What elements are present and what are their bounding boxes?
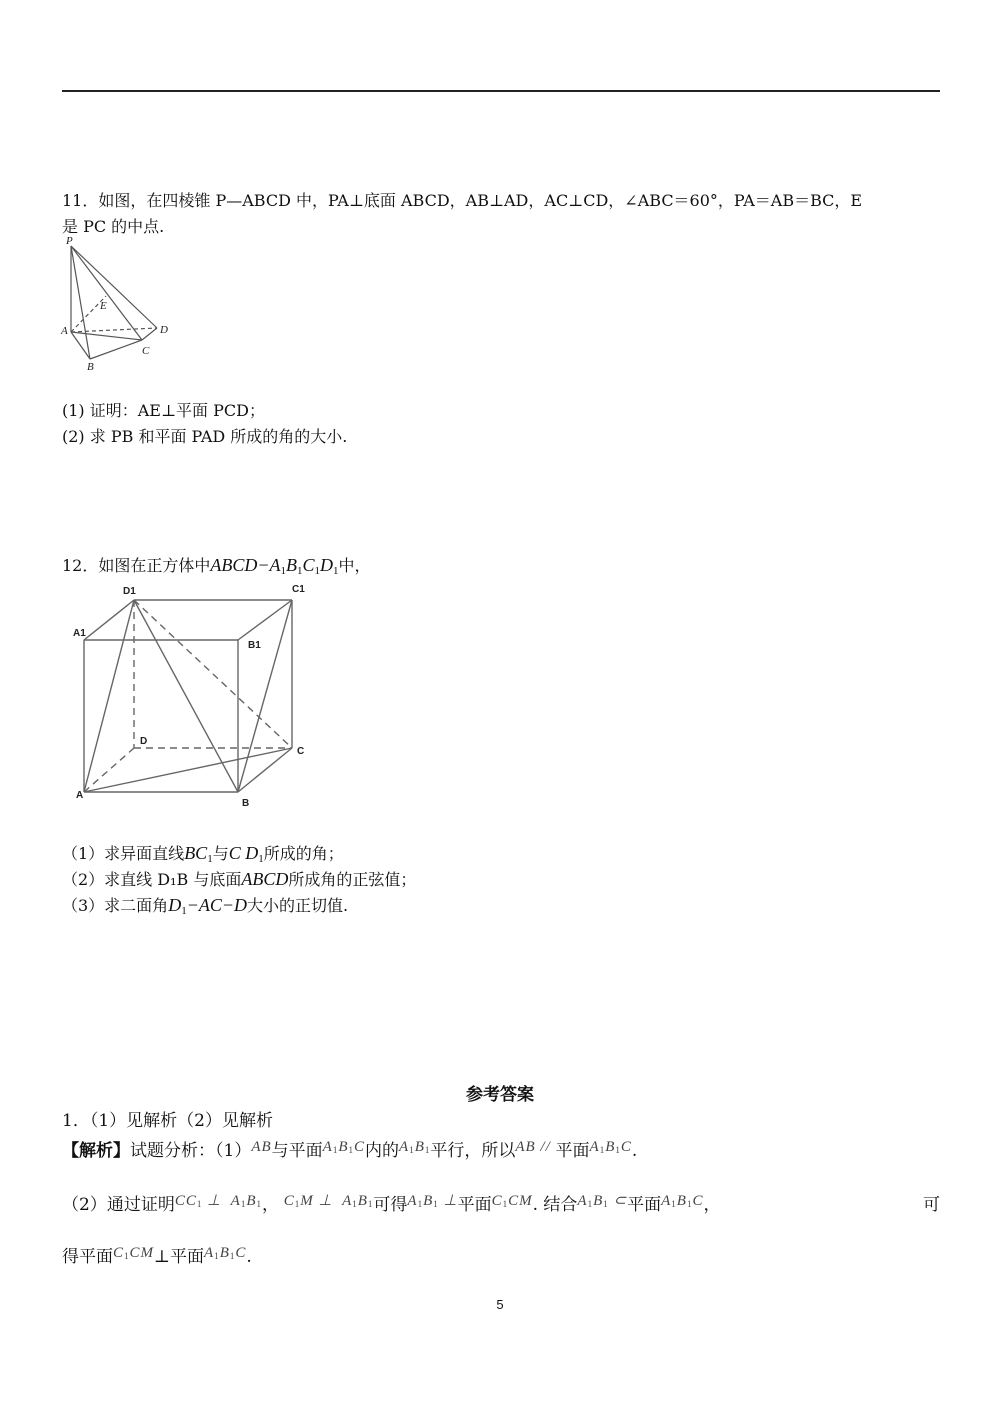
label-B: B bbox=[87, 361, 94, 372]
label-D: D bbox=[140, 736, 148, 747]
q11-line1: 11．如图，在四棱锥 P—ABCD 中，PA⊥底面 ABCD，AB⊥AD，AC⊥CD，∠ABC＝60°，PA＝AB＝BC，E bbox=[62, 191, 863, 210]
edge-PC bbox=[71, 246, 142, 340]
label-B1: B1 bbox=[248, 640, 261, 651]
label-D1: D1 bbox=[123, 586, 136, 597]
edge-CD bbox=[142, 328, 157, 340]
edge-BC bbox=[90, 340, 142, 359]
q11-pyramid-figure bbox=[60, 232, 185, 372]
answer-1-analysis-line2: （2）通过证明CC1 ⊥ A1B1， C1M ⊥ A1B1可得A1B1 ⊥平面C1CM. 结合A1B1 ⊂平面A1B1C， 可 bbox=[62, 1193, 940, 1215]
q11-line2: 是 PC 的中点. bbox=[62, 217, 165, 236]
q12-cube-name: ABCD−A1B1C1D1 bbox=[210, 555, 339, 577]
label-C1: C1 bbox=[292, 584, 305, 595]
label-C: C bbox=[142, 345, 150, 357]
header-rule bbox=[62, 90, 940, 92]
q12-part2: （2）求直线 D₁B 与底面ABCD所成角的正弦值； bbox=[62, 869, 417, 889]
label-A1: A1 bbox=[73, 628, 86, 639]
edge-AD bbox=[71, 328, 157, 332]
label-B: B bbox=[242, 798, 250, 809]
page-number: 5 bbox=[496, 1297, 504, 1312]
edge-AC bbox=[71, 332, 142, 340]
label-D: D bbox=[160, 324, 168, 336]
q11-part2: (2) 求 PB 和平面 PAD 所成的角的大小. bbox=[62, 427, 348, 446]
q12-part1: （1）求异面直线BC1与C D1所成的角； bbox=[62, 843, 344, 865]
label-E: E bbox=[100, 300, 107, 312]
edge-PD bbox=[71, 246, 157, 328]
answer-1-analysis-line3: 得平面C1CM⊥平面A1B1C. bbox=[62, 1245, 252, 1267]
q12-line1: 12．如图在正方体中ABCD−A1B1C1D1中， bbox=[62, 555, 371, 577]
label-A: A bbox=[76, 790, 84, 801]
answers-heading: 参考答案 bbox=[466, 1085, 534, 1105]
q11-part1: (1) 证明：AE⊥平面 PCD； bbox=[62, 401, 265, 420]
edge-PB bbox=[71, 246, 90, 359]
label-C: C bbox=[297, 746, 305, 757]
label-A: A bbox=[61, 325, 68, 337]
answer-1-summary: 1．（1）见解析（2）见解析 bbox=[62, 1111, 273, 1131]
answer-1-analysis-line1: 【解析】试题分析：（1）AB与平面A1B1C内的A1B1平行，所以AB // 平面A1B1C. bbox=[62, 1139, 638, 1161]
label-P: P bbox=[66, 235, 73, 247]
q12-cube-figure bbox=[70, 580, 320, 810]
q12-part3: （3）求二面角D1−AC−D大小的正切值. bbox=[62, 895, 349, 917]
